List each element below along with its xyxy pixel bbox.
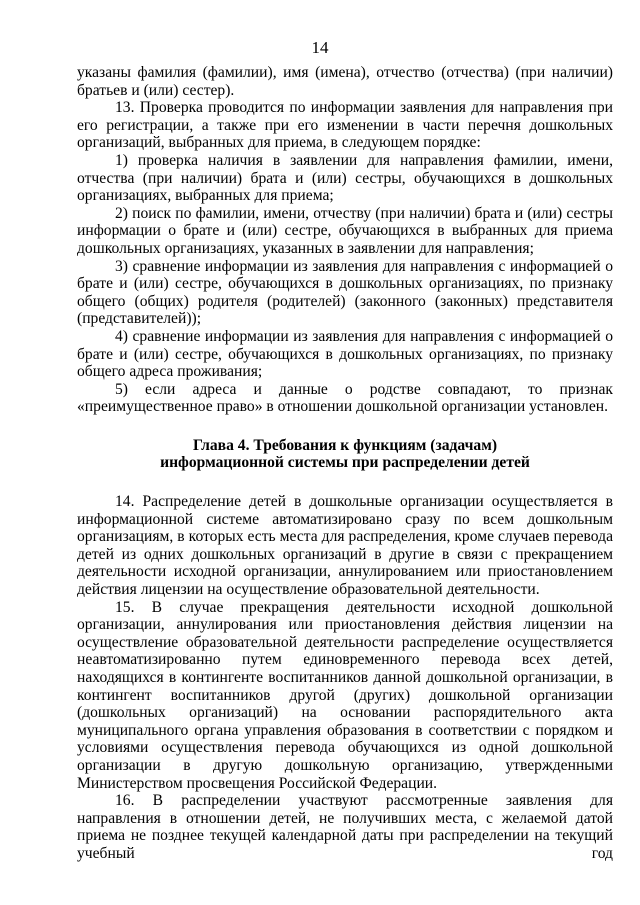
chapter-heading-line-2: информационной системы при распределении детей bbox=[160, 454, 530, 472]
paragraph-13: 13. Проверка проводится по информации заявления для направления при его регистрации, а также при его изменении в части перечня дошкольных организаций, выбранных для приема, в следующем порядке: bbox=[77, 99, 613, 152]
list-item-2: 2) поиск по фамилии, имени, отчеству (при наличии) брата и (или) сестры информации о брате и (или) сестре, обучающихся в выбранных для приема дошкольных организациях, указанных в заявлении для направления; bbox=[77, 204, 613, 257]
paragraph-15: 15. В случае прекращения деятельности исходной дошкольной организации, аннулирования или приостановления действия лицензии на осуществление образовательной деятельности распределение осуществляется неавтоматизированно путем единовременного перевода всех детей, находящихся в контингенте воспитанников данной дошкольной организации, в контингент воспитанников другой (других) дошкольной организации (дошкольных организаций) на основании распорядительного акта муниципального органа управления образования в соответствии с порядком и условиями осуществления перевода обучающихся из одной дошкольной организации в другую дошкольную организацию, утвержденными Министерством просвещения Российской Федерации. bbox=[77, 598, 613, 792]
paragraph-14: 14. Распределение детей в дошкольные организации осуществляется в информационной системе автоматизировано сразу по всем дошкольным организациям, в которых есть места для распределения, кроме случаев перевода детей из одних дошкольных организаций в другие в связи с прекращением деятельности исходной организации, аннулированием или приостановлением действия лицензии на осуществление образовательной деятельности. bbox=[77, 493, 613, 599]
chapter-heading bbox=[77, 437, 613, 472]
list-item-5: 5) если адреса и данные о родстве совпадают, то признак «преимущественное право» в отношении дошкольной организации установлен. bbox=[77, 380, 613, 416]
page-number: 14 bbox=[311, 38, 329, 57]
paragraph-16: 16. В распределении участвуют рассмотренные заявления для направления в отношении детей, не получивших места, с желаемой датой приема не позднее текущей календарной даты при распределении на текущий учебный год bbox=[77, 792, 613, 862]
document-body bbox=[77, 64, 613, 863]
list-item-3: 3) сравнение информации из заявления для направления с информацией о брате и (или) сестре, обучающихся в дошкольных организациях, по признаку общего (общих) родителя (родителей) (законного (законных) представителя (представителей)); bbox=[77, 257, 613, 328]
list-item-1: 1) проверка наличия в заявлении для направления фамилии, имени, отчества (при наличии) брата и (или) сестры, обучающихся в дошкольных организациях, выбранных для приема; bbox=[77, 151, 613, 205]
list-item-4: 4) сравнение информации из заявления для направления с информацией о брате и (или) сестре, обучающихся в дошкольных организациях, по признаку общего адреса проживания; bbox=[77, 327, 613, 381]
paragraph-continuation: указаны фамилия (фамилии), имя (имена), отчество (отчества) (при наличии) братьев и (или) сестер). bbox=[77, 64, 613, 99]
chapter-heading-line-1: Глава 4. Требования к функциям (задачам) bbox=[192, 436, 498, 454]
